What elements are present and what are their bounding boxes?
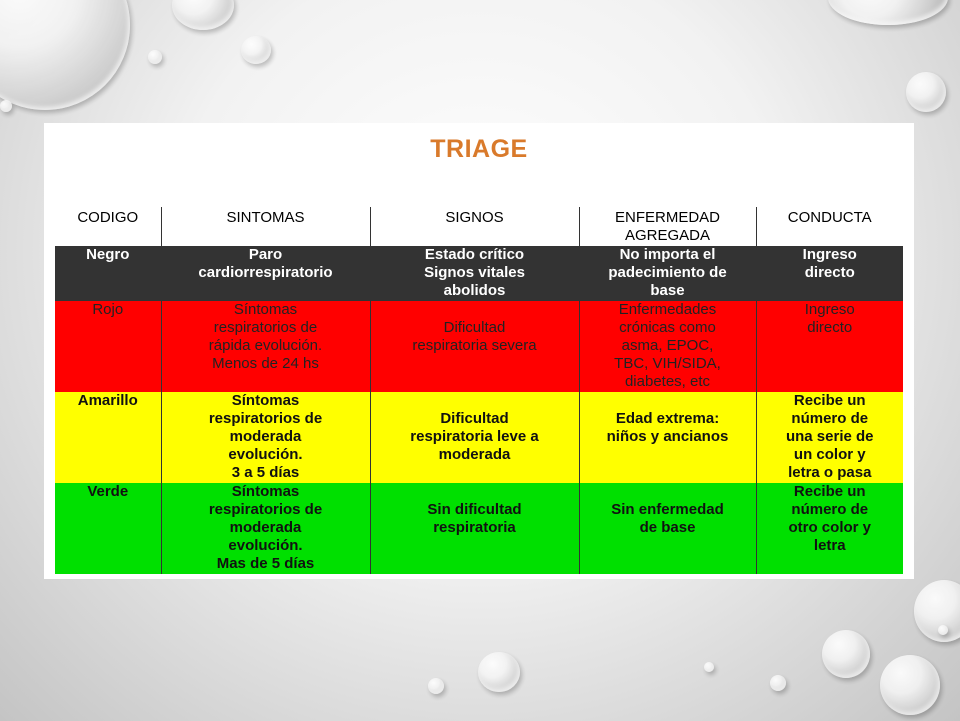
cell-signos: Dificultad respiratoria severa: [370, 301, 579, 392]
table-header-row: [55, 207, 903, 246]
cell-sintomas: Paro cardiorrespiratorio: [161, 246, 370, 301]
water-drop-decoration: [428, 678, 444, 694]
cell-codigo: Rojo: [55, 301, 161, 392]
cell-conducta: Recibe un número de otro color y letra: [756, 483, 903, 574]
table-row-verde: [55, 483, 903, 574]
header-sintomas: SINTOMAS: [161, 207, 370, 246]
cell-conducta: Recibe un número de una serie de un color y letra o pasa: [756, 392, 903, 483]
triage-slide-panel: [44, 123, 914, 579]
cell-enfermedad: Enfermedades crónicas como asma, EPOC, TBC, VIH/SIDA, diabetes, etc: [579, 301, 756, 392]
cell-signos: Sin dificultad respiratoria: [370, 483, 579, 574]
cell-codigo: Amarillo: [55, 392, 161, 483]
water-drop-decoration: [770, 675, 786, 691]
cell-signos: Estado crítico Signos vitales abolidos: [370, 246, 579, 301]
water-drop-decoration: [148, 50, 162, 64]
table-row-negro: [55, 246, 903, 301]
cell-conducta: Ingreso directo: [756, 246, 903, 301]
cell-signos: Dificultad respiratoria leve a moderada: [370, 392, 579, 483]
water-drop-decoration: [906, 72, 946, 112]
triage-table: [55, 207, 903, 574]
cell-codigo: Negro: [55, 246, 161, 301]
water-drop-decoration: [0, 0, 130, 110]
water-drop-decoration: [938, 625, 948, 635]
water-drop-decoration: [172, 0, 234, 30]
cell-conducta: Ingreso directo: [756, 301, 903, 392]
header-codigo: CODIGO: [55, 207, 161, 246]
page-title: TRIAGE: [430, 135, 528, 163]
cell-sintomas: Síntomas respiratorios de moderada evolución. Mas de 5 días: [161, 483, 370, 574]
water-drop-decoration: [828, 0, 948, 25]
cell-codigo: Verde: [55, 483, 161, 574]
cell-enfermedad: Edad extrema: niños y ancianos: [579, 392, 756, 483]
header-conducta: CONDUCTA: [756, 207, 903, 246]
header-signos: SIGNOS: [370, 207, 579, 246]
header-enfermedad-agregada: ENFERMEDAD AGREGADA: [579, 207, 756, 246]
water-drop-decoration: [241, 36, 271, 64]
cell-enfermedad: No importa el padecimiento de base: [579, 246, 756, 301]
cell-sintomas: Síntomas respiratorios de moderada evolución. 3 a 5 días: [161, 392, 370, 483]
table-row-amarillo: [55, 392, 903, 483]
water-drop-decoration: [478, 652, 520, 692]
cell-sintomas: Síntomas respiratorios de rápida evolución. Menos de 24 hs: [161, 301, 370, 392]
water-drop-decoration: [0, 100, 12, 112]
water-drop-decoration: [822, 630, 870, 678]
water-drop-decoration: [914, 580, 960, 642]
water-drop-decoration: [880, 655, 940, 715]
water-drop-decoration: [704, 662, 714, 672]
table-row-rojo: [55, 301, 903, 392]
cell-enfermedad: Sin enfermedad de base: [579, 483, 756, 574]
